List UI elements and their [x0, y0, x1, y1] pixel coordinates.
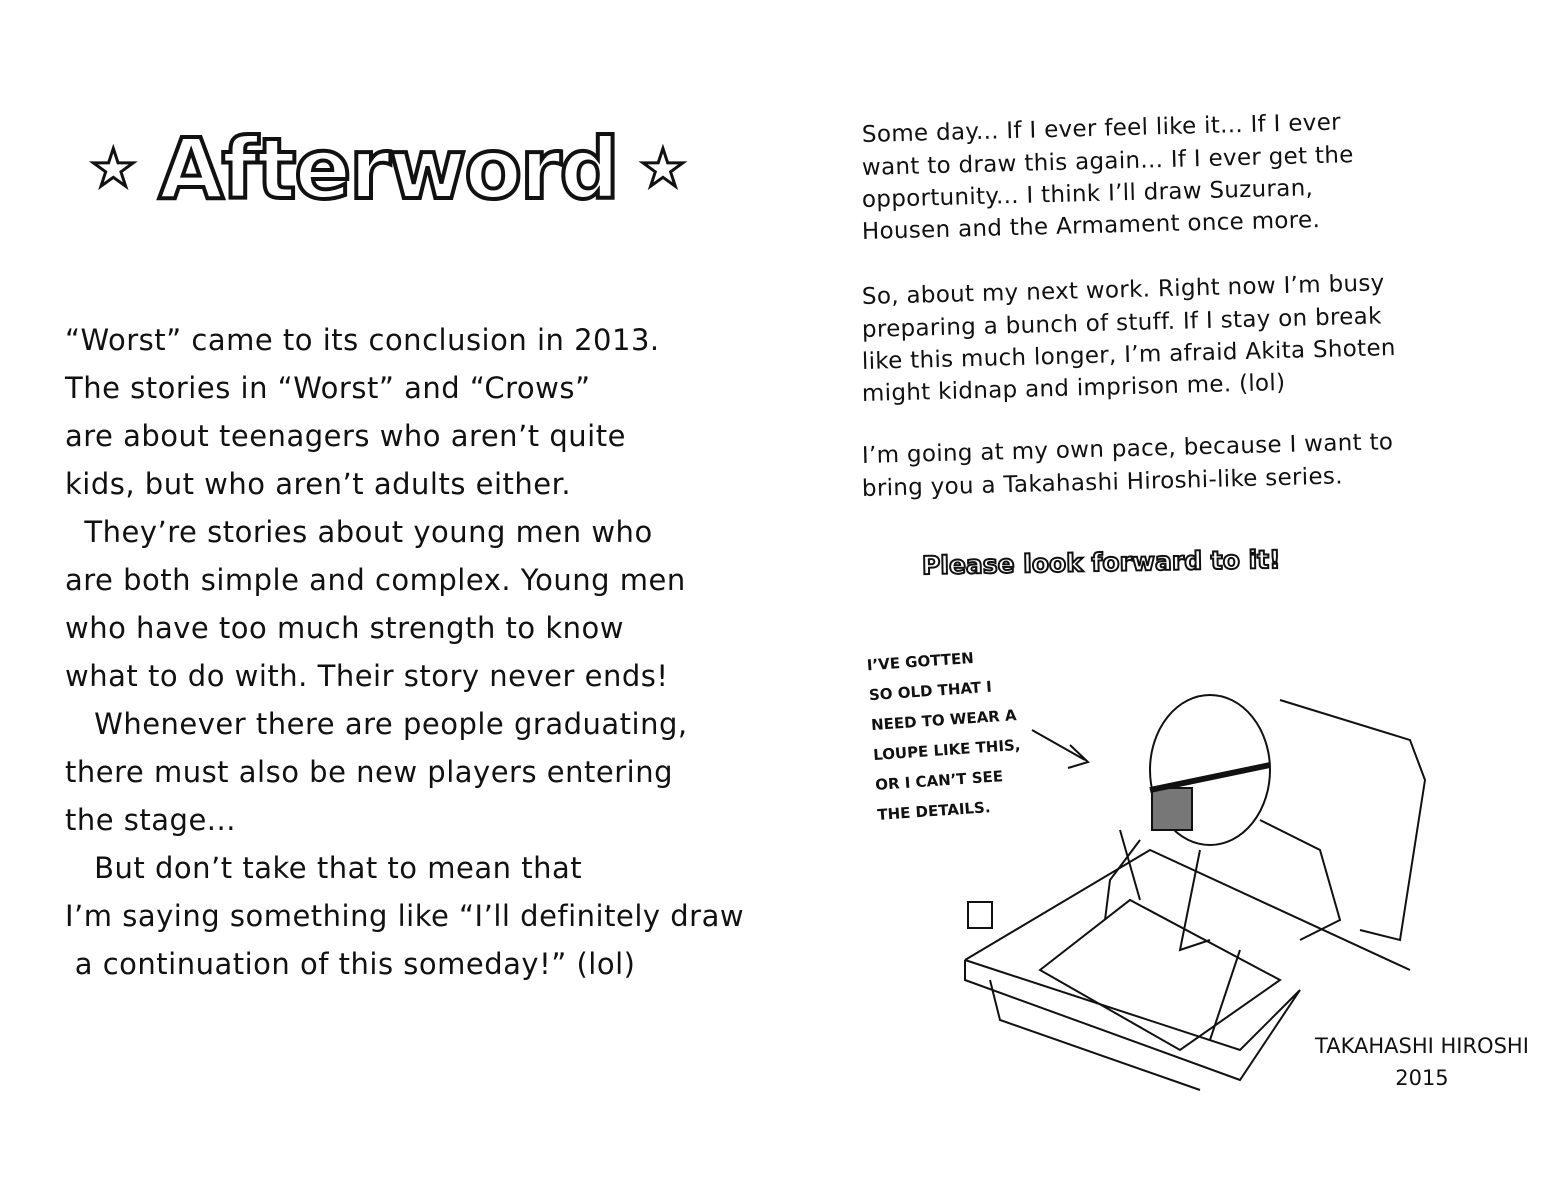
signature [1315, 1030, 1529, 1094]
signature-name: TAKAHASHI HIROSHI [1315, 1034, 1529, 1058]
text-line: opportunity... I think I’ll draw Suzuran, [861, 175, 1314, 213]
ink-bottle [968, 902, 992, 928]
star-icon: ★ [90, 139, 137, 199]
star-icon: ★ [639, 139, 687, 199]
text-line: are both simple and complex. Young men [65, 563, 686, 597]
text-line: Whenever there are people graduating, [65, 707, 688, 741]
text-line: preparing a bunch of stuff. If I stay on break [861, 303, 1382, 343]
text-line: Housen and the Armament once more. [861, 207, 1321, 245]
text-line: kids, but who aren’t adults either. [65, 467, 572, 501]
text-line: So, about my next work. Right now I’m busy [861, 270, 1385, 310]
caption-line: SO OLD THAT I [868, 677, 993, 705]
text-line: I’m saying something like “I’ll definitely draw [65, 899, 745, 933]
text-line: I’m going at my own pace, because I want to [861, 429, 1394, 469]
brush [1210, 950, 1240, 1040]
text-line: are about teenagers who aren’t quite [65, 419, 626, 453]
text-line: But don’t take that to mean that [65, 851, 583, 885]
text-line: They’re stories about young men who [65, 515, 653, 549]
text-line: like this much longer, I’m afraid Akita Shoten [861, 335, 1397, 375]
text-line: The stories in “Worst” and “Crows” [65, 371, 591, 405]
chair [1280, 700, 1425, 940]
arrow-icon [1032, 730, 1088, 768]
signature-year: 2015 [1395, 1066, 1449, 1090]
text-line: there must also be new players entering [65, 755, 673, 789]
text-line: might kidnap and imprison me. (lol) [861, 369, 1286, 407]
caption-line: THE DETAILS. [876, 798, 992, 824]
caption-line: OR I CAN’T SEE [874, 767, 1004, 795]
author-body [1105, 820, 1340, 950]
text-line: a continuation of this someday!” (lol) [65, 947, 636, 981]
caption-line: I’VE GOTTEN [866, 648, 975, 675]
text-line: Some day... If I ever feel like it... If I ever [861, 109, 1342, 148]
paper [1040, 900, 1280, 1050]
caption-line: LOUPE LIKE THIS, [872, 735, 1022, 765]
text-line: the stage... [65, 803, 236, 837]
loupe-strap [1150, 765, 1270, 790]
text-line: “Worst” came to its conclusion in 2013. [65, 323, 660, 357]
text-line: what to do with. Their story never ends! [65, 659, 669, 693]
page-title: Afterword [158, 120, 618, 218]
afterword-heading [90, 120, 686, 218]
text-line: who have too much strength to know [65, 611, 625, 645]
caption-line: NEED TO WEAR A [870, 706, 1018, 735]
promo-text: Please look forward to it! [921, 544, 1281, 581]
text-line: bring you a Takahashi Hiroshi-like series. [861, 463, 1344, 502]
text-line: want to draw this again... If I ever get the [861, 142, 1354, 181]
loupe [1152, 788, 1192, 830]
